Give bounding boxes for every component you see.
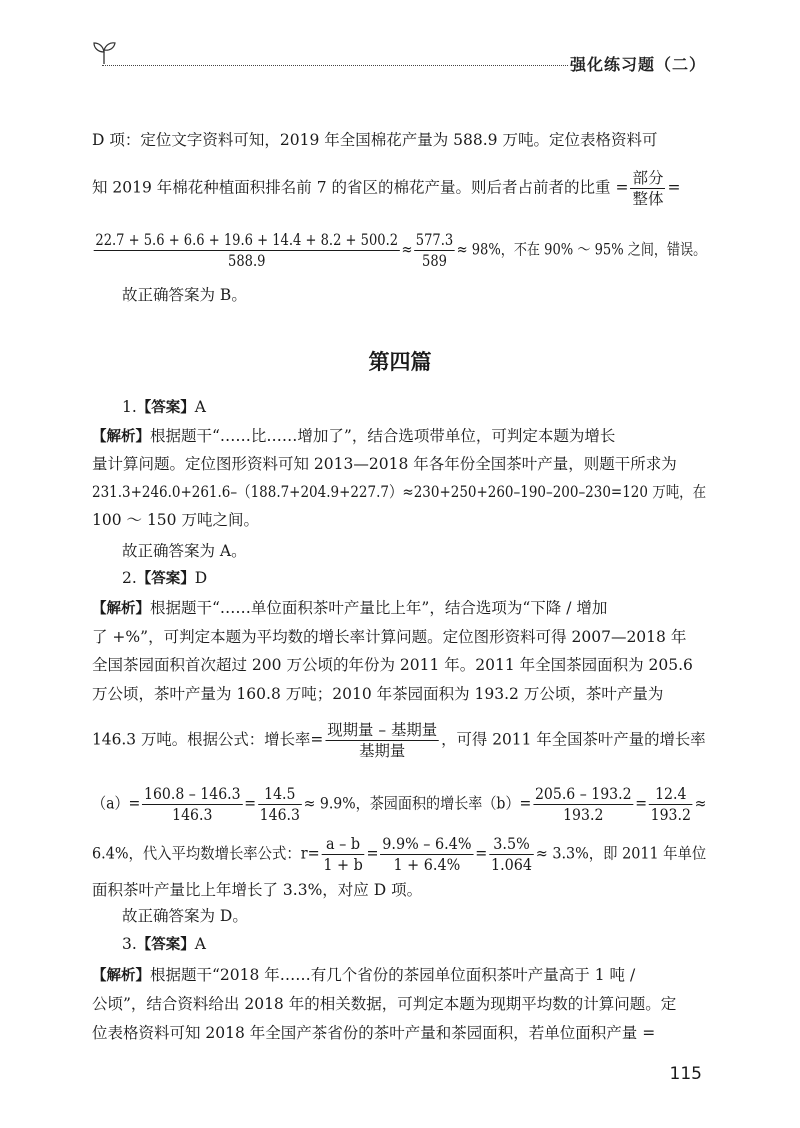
rate-a-label: （a）= xyxy=(92,794,141,813)
avg-formula-numerator: a – b xyxy=(321,834,364,855)
q2-number: 2. xyxy=(122,569,137,587)
calc-fraction xyxy=(94,230,400,271)
q2-final-line: 面积茶叶产量比上年增长了 3.3%，对应 D 项。 xyxy=(92,881,423,899)
header-divider xyxy=(102,65,568,66)
page-header xyxy=(92,38,706,74)
page-number: 115 xyxy=(669,1064,702,1084)
growth-formula-fraction xyxy=(325,720,439,761)
avg-equals-1: = xyxy=(366,844,379,863)
q2-answer-label: 【答案】 xyxy=(136,571,195,587)
rate-b-equals: = xyxy=(635,794,647,813)
rate-b-simplified-numerator: 12.4 xyxy=(649,784,693,805)
q1-answer-line xyxy=(122,395,206,420)
ratio-numerator: 部分 xyxy=(632,169,664,187)
q1-number: 1. xyxy=(122,398,137,416)
q2-formula-prefix: 146.3 万吨。根据公式：增长率= xyxy=(92,730,324,749)
q2-analysis-line4: 万公顷，茶叶产量为 160.8 万吨；2010 年茶园面积为 193.2 万公顷，茶叶产量为 xyxy=(92,685,664,703)
avg-simplified-fraction xyxy=(489,834,534,875)
avg-formula-fraction xyxy=(321,834,364,875)
q1-analysis-text1: 根据题干“……比……增加了”，结合选项带单位，可判定本题为增长 xyxy=(150,427,616,445)
q2-analysis-line1 xyxy=(92,596,607,621)
q2-formula-line xyxy=(92,720,706,761)
q1-analysis-line1 xyxy=(92,424,615,449)
rate-b-simplified-denominator: 193.2 xyxy=(650,806,691,824)
calc-numerator: 22.7 + 5.6 + 6.6 + 19.6 + 14.4 + 8.2 + 500.2 xyxy=(95,231,399,249)
q3-analysis-line3: 位表格资料可知 2018 年全国产茶省份的茶叶产量和茶园面积，若单位面积产量 = xyxy=(92,1024,656,1042)
q2-analysis-label: 【解析】 xyxy=(92,601,150,617)
avg-prefix: 6.4%，代入平均数增长率公式：r= xyxy=(92,844,320,863)
avg-result: ≈ 3.3%，即 2011 年单位 xyxy=(535,844,707,863)
calc-denominator: 588.9 xyxy=(228,252,266,270)
d-item-conclusion: 故正确答案为 B。 xyxy=(122,286,247,304)
q3-answer: A xyxy=(194,935,206,953)
simplified-numerator: 577.3 xyxy=(415,231,454,249)
calc-approx: ≈ xyxy=(401,240,413,259)
d-item-line1: D 项：定位文字资料可知，2019 年全国棉花产量为 588.9 万吨。定位表格资料可 xyxy=(92,131,658,149)
rate-a-result: ≈ 9.9%，茶园面积的增长率（b）= xyxy=(303,794,532,813)
q2-formula-suffix: ，可得 2011 年全国茶叶产量的增长率 xyxy=(441,730,706,749)
q2-answer: D xyxy=(194,569,208,587)
rate-a-simplified-numerator: 14.5 xyxy=(258,784,302,805)
ratio-fraction xyxy=(630,168,665,209)
ratio-equals: = xyxy=(667,178,681,197)
avg-substituted-numerator: 9.9% – 6.4% xyxy=(382,835,472,853)
calc-result: ≈ 98%，不在 90% ～ 95% 之间，错误。 xyxy=(456,240,707,259)
q1-analysis-line4: 100 ～ 150 万吨之间。 xyxy=(92,511,259,529)
growth-formula-denominator: 基期量 xyxy=(359,742,406,760)
q3-answer-label: 【答案】 xyxy=(136,937,195,953)
rate-a-denominator: 146.3 xyxy=(172,806,213,824)
q1-answer-label: 【答案】 xyxy=(136,400,195,416)
q2-analysis-line3: 全国茶园面积首次超过 200 万公顷的年份为 2011 年。2011 年全国茶园面积为 205.6 xyxy=(92,656,693,674)
d-item-calc xyxy=(92,230,706,271)
rate-b-denominator: 193.2 xyxy=(563,806,604,824)
q2-conclusion: 故正确答案为 D。 xyxy=(122,907,248,925)
rate-a-simplified-denominator: 146.3 xyxy=(259,806,300,824)
header-title: 强化练习题（二） xyxy=(569,55,706,74)
q3-number: 3. xyxy=(122,935,137,953)
q3-analysis-line2: 公顷”，结合资料给出 2018 年的相关数据，可判定本题为现期平均数的计算问题。定 xyxy=(92,995,677,1013)
growth-formula-numerator: 现期量 – 基期量 xyxy=(327,721,438,739)
rate-b-approx: ≈ xyxy=(694,794,707,813)
q3-analysis-line1 xyxy=(92,963,635,988)
ratio-denominator: 整体 xyxy=(632,190,664,208)
rate-a-numerator: 160.8 – 146.3 xyxy=(143,785,241,803)
q2-analysis-text1: 根据题干“……单位面积茶叶产量比上年”，结合选项为“下降 / 增加 xyxy=(150,599,608,617)
d-item-line2 xyxy=(92,168,680,209)
simplified-denominator: 589 xyxy=(422,252,447,270)
rate-a-equals: = xyxy=(244,794,257,813)
q2-answer-line xyxy=(122,566,207,591)
q1-conclusion: 故正确答案为 A。 xyxy=(122,542,247,560)
q2-analysis-line2: 了 +%”，可判定本题为平均数的增长率计算问题。定位图形资料可得 2007—2018 年 xyxy=(92,628,687,646)
avg-substituted-denominator: 1 + 6.4% xyxy=(393,856,461,874)
d-item-line2-text: 知 2019 年棉花种植面积排名前 7 的省区的棉花产量。则后者占前者的比重 = xyxy=(92,178,629,197)
q2-rates-line xyxy=(92,784,706,825)
rate-a-simplified xyxy=(258,784,302,825)
q3-answer-line xyxy=(122,932,206,957)
rate-b-numerator: 205.6 – 193.2 xyxy=(534,785,632,803)
avg-formula-denominator: 1 + b xyxy=(323,856,363,874)
q3-analysis-text1: 根据题干“2018 年……有几个省份的茶园单位面积茶叶产量高于 1 吨 / xyxy=(150,966,636,984)
rate-b-fraction xyxy=(533,784,633,825)
q2-average-line xyxy=(92,834,706,875)
avg-simplified-numerator: 3.5% xyxy=(489,834,534,855)
avg-equals-2: = xyxy=(475,844,488,863)
section-title: 第四篇 xyxy=(368,350,432,374)
avg-simplified-denominator: 1.064 xyxy=(490,856,533,874)
rate-b-simplified xyxy=(649,784,693,825)
q3-analysis-label: 【解析】 xyxy=(92,968,150,984)
rate-a-fraction xyxy=(142,784,242,825)
q1-answer: A xyxy=(194,398,206,416)
q1-analysis-line3: 231.3+246.0+261.6–（188.7+204.9+227.7）≈230+250+260–190–200–230=120 万吨，在 xyxy=(92,483,707,501)
q1-analysis-label: 【解析】 xyxy=(92,429,150,445)
avg-substituted-fraction xyxy=(380,834,473,875)
simplified-fraction xyxy=(414,230,455,271)
q1-analysis-line2: 量计算问题。定位图形资料可知 2013—2018 年各年份全国茶叶产量，则题干所求为 xyxy=(92,455,677,473)
sprout-icon xyxy=(92,40,116,66)
